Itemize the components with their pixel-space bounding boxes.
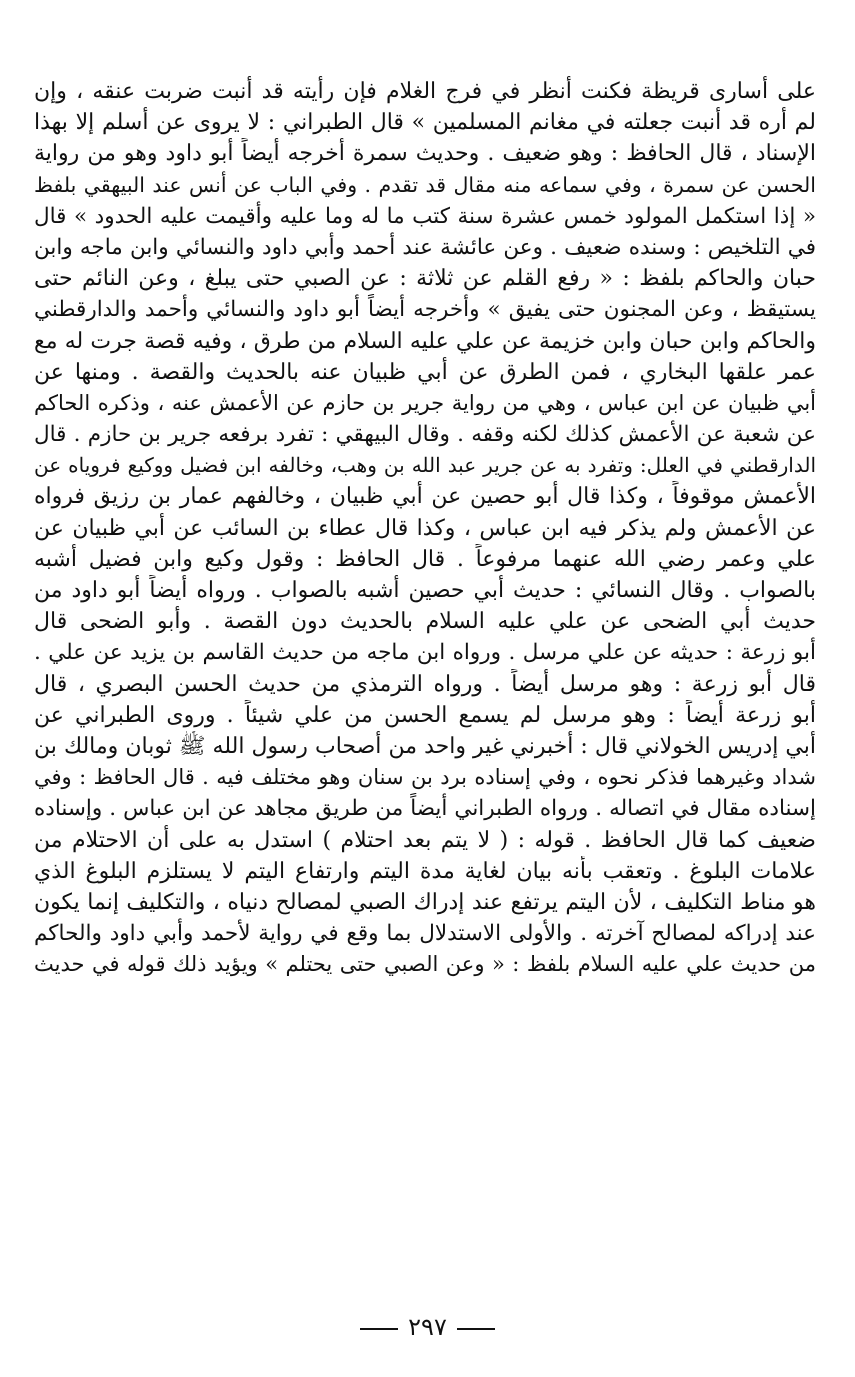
- page-number-dash-left: [360, 1328, 398, 1330]
- text-line: قال أبو زرعة : وهو مرسل أيضاً . ورواه الترمذي من حديث الحسن البصري ، قال: [34, 671, 816, 697]
- text-line: أبو زرعة أيضاً : وهو مرسل لم يسمع الحسن من علي شيئاً . وروى الطبراني عن: [34, 702, 816, 728]
- body-text: [34, 76, 816, 980]
- text-line: في التلخيص : وسنده ضعيف . وعن عائشة عند أحمد وأبي داود والنسائي وابن ماجه وابن: [34, 234, 816, 260]
- text-line: علي وعمر رضي الله عنهما مرفوعاً . قال الحافظ : وقول وكيع وابن فضيل أشبه: [34, 546, 816, 572]
- text-line: يستيقظ ، وعن المجنون حتى يفيق » وأخرجه أيضاً أبو داود والنسائي وأحمد والدارقطني: [34, 297, 816, 323]
- text-line: شداد وغيرهما فذكر نحوه ، وفي إسناده برد بن سنان وهو مختلف فيه . قال الحافظ : وفي: [34, 765, 816, 790]
- text-line: من حديث علي عليه السلام بلفظ : « وعن الصبي حتى يحتلم » ويؤيد ذلك قوله في حديث: [34, 952, 816, 977]
- text-line: حديث أبي الضحى عن علي عليه السلام بالحديث دون القصة . وأبو الضحى قال: [34, 609, 816, 635]
- text-line: عند إدراكه لمصالح آخرته . والأولى الاستدلال بما وقع في رواية لأحمد وأبي داود والحاكم: [34, 921, 816, 947]
- text-line: لم أره قد أنبت جعلته في مغانم المسلمين » قال الطبراني : لا يروى عن أسلم إلا بهذا: [34, 110, 816, 136]
- page-number-dash-right: [457, 1328, 495, 1330]
- text-line: أبو زرعة : حديثه عن علي مرسل . ورواه ابن ماجه من حديث القاسم بن يزيد عن علي .: [34, 640, 816, 666]
- text-line: ضعيف كما قال الحافظ . قوله : ( لا يتم بعد احتلام ) استدل به على أن الاحتلام من: [34, 827, 816, 853]
- page-number-value: ٢٩٧: [408, 1313, 447, 1341]
- text-line: حبان والحاكم بلفظ : « رفع القلم عن ثلاثة : عن الصبي حتى يبلغ ، وعن النائم حتى: [34, 266, 816, 292]
- page-number: [0, 1313, 855, 1341]
- text-line: عن شعبة عن الأعمش كذلك لكنه وقفه . وقال البيهقي : تفرد برفعه جرير بن حازم . قال: [34, 422, 816, 448]
- text-line: هو مناط التكليف ، لأن اليتم يرتفع عند إدراك الصبي لمصالح دنياه ، والتكليف إنما يكون: [34, 889, 816, 915]
- text-line: إسناده مقال في اتصاله . ورواه الطبراني أيضاً من طريق مجاهد عن ابن عباس . وإسناده: [34, 796, 816, 822]
- text-line: الحسن عن سمرة ، وفي سماعه منه مقال قد تقدم . وفي الباب عن أنس عند البيهقي بلفظ: [34, 172, 816, 197]
- text-line: عن الأعمش ولم يذكر فيه ابن عباس ، وكذا قال عطاء بن السائب عن أبي ظبيان عن: [34, 515, 816, 541]
- text-line: الأعمش موقوفاً ، وكذا قال أبو حصين عن أبي ظبيان ، وخالفهم عمار بن رزيق فرواه: [34, 484, 816, 510]
- text-line: والحاكم وابن حبان وابن خزيمة عن علي عليه السلام من طرق ، وفيه قصة جرت له مع: [34, 328, 816, 354]
- text-line: عمر علقها البخاري ، فمن الطرق عن أبي ظبيان عنه بالحديث والقصة . ومنها عن: [34, 359, 816, 385]
- text-line: الإسناد ، قال الحافظ : وهو ضعيف . وحديث سمرة أخرجه أيضاً أبو داود وهو من رواية: [34, 141, 816, 167]
- text-line: أبي ظبيان عن ابن عباس ، وهي من رواية جرير بن حازم عن الأعمش عنه ، وذكره الحاكم: [34, 390, 816, 415]
- text-line: أبي إدريس الخولاني قال : أخبرني غير واحد من أصحاب رسول الله ﷺ ثوبان ومالك بن: [34, 733, 816, 759]
- text-line: بالصواب . وقال النسائي : حديث أبي حصين أشبه بالصواب . ورواه أيضاً أبو داود من: [34, 578, 816, 603]
- text-line: علامات البلوغ . وتعقب بأنه بيان لغاية مدة اليتم وارتفاع اليتم لا يستلزم البلوغ الذي: [34, 858, 816, 884]
- text-line: على أسارى قريظة فكنت أنظر في فرج الغلام فإن رأيته قد أنبت ضربت عنقه ، وإن: [34, 79, 816, 104]
- text-line: « إذا استكمل المولود خمس عشرة سنة كتب ما له وما عليه وأقيمت عليه الحدود » قال: [34, 203, 816, 229]
- text-line: الدارقطني في العلل: وتفرد به عن جرير عبد الله بن وهب، وخالفه ابن فضيل ووكيع فروياه عن: [34, 453, 816, 478]
